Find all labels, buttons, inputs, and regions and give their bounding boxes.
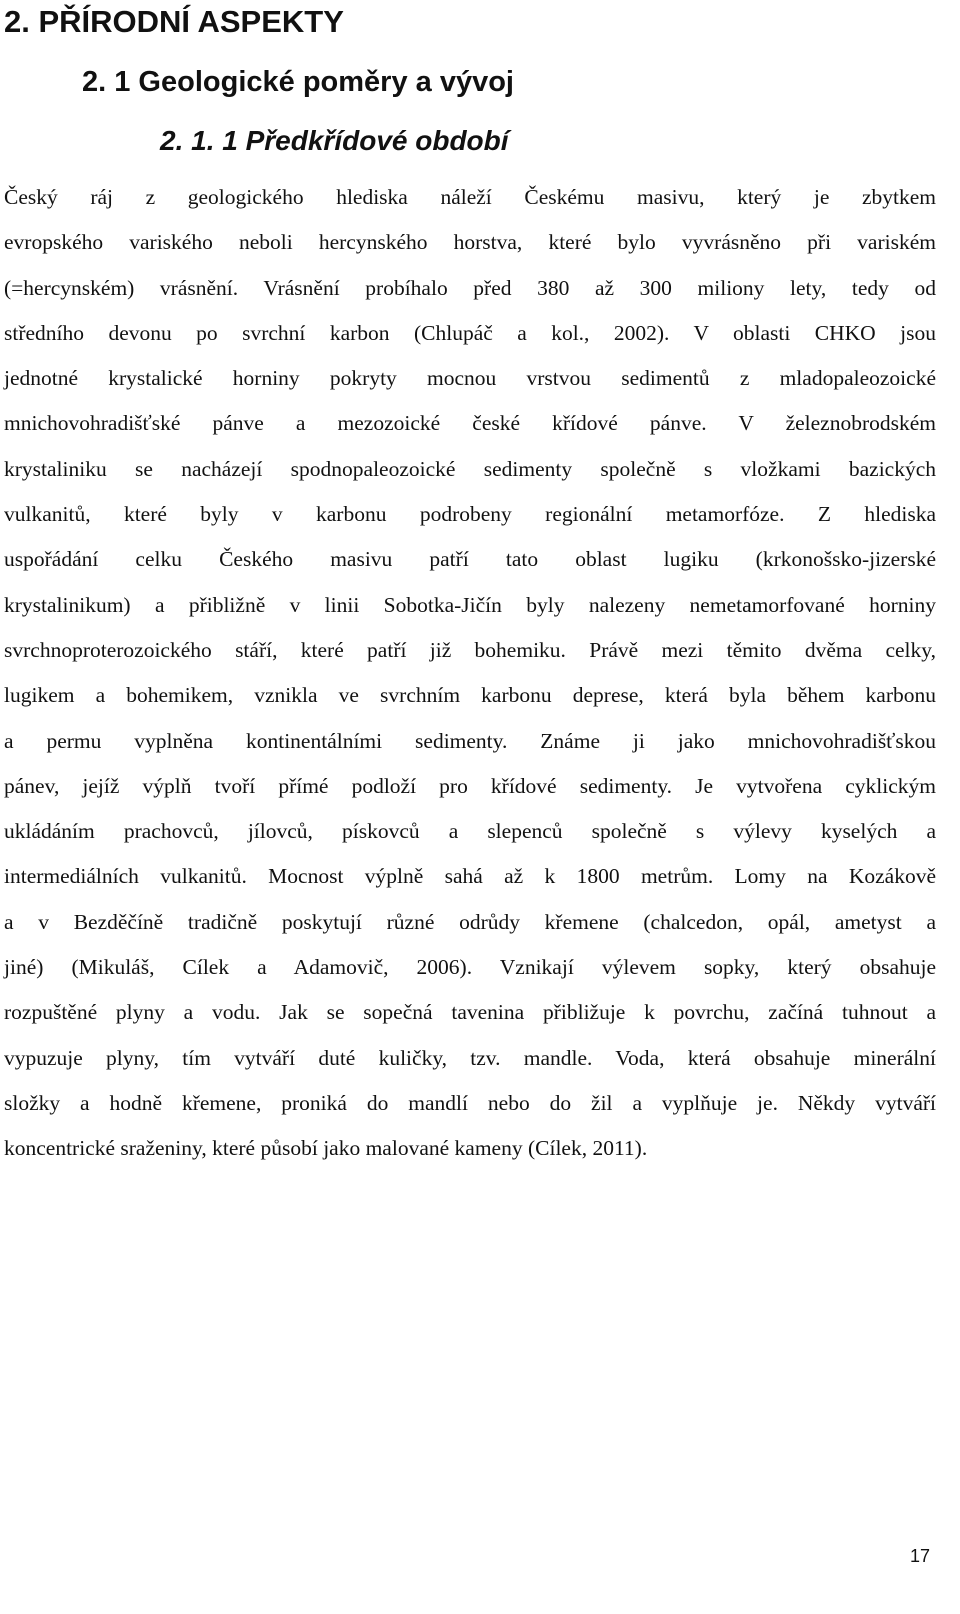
paragraph-line: středního devonu po svrchní karbon (Chlupáč a kol., 2002). V oblasti CHKO jsou: [4, 320, 936, 345]
paragraph-line: uspořádání celku Českého masivu patří tato oblast lugiku (krkonošsko-jizerské: [4, 547, 936, 572]
paragraph-line: rozpuštěné plyny a vodu. Jak se sopečná tavenina přibližuje k povrchu, začíná tuhnout a: [4, 1000, 936, 1025]
paragraph-line: a permu vyplněna kontinentálními sedimenty. Známe ji jako mnichovohradišťskou: [4, 728, 936, 753]
body-paragraph: [4, 175, 936, 1172]
paragraph-line: vulkanitů, které byly v karbonu podrobeny regionální metamorfóze. Z hlediska: [4, 502, 936, 527]
subsection-heading: 2. 1. 1 Předkřídové období: [160, 125, 509, 156]
paragraph-line: (=hercynském) vrásnění. Vrásnění probíhalo před 380 až 300 miliony lety, tedy od: [4, 275, 936, 300]
paragraph-line: složky a hodně křemene, proniká do mandlí nebo do žil a vyplňuje je. Někdy vytváří: [4, 1090, 936, 1115]
paragraph-line: vypuzuje plyny, tím vytváří duté kuličky, tzv. mandle. Voda, která obsahuje minerální: [4, 1045, 936, 1070]
paragraph-line: lugikem a bohemikem, vznikla ve svrchním karbonu deprese, která byla během karbonu: [4, 683, 936, 708]
paragraph-line: intermediálních vulkanitů. Mocnost výplně sahá až k 1800 metrům. Lomy na Kozákově: [4, 864, 936, 889]
chapter-heading: 2. PŘÍRODNÍ ASPEKTY: [4, 4, 344, 39]
paragraph-line: a v Bezděčíně tradičně poskytují různé odrůdy křemene (chalcedon, opál, ametyst a: [4, 909, 936, 934]
paragraph-line: jednotné krystalické horniny pokryty mocnou vrstvou sedimentů z mladopaleozoické: [4, 366, 936, 391]
paragraph-line-last: koncentrické sraženiny, které působí jako malované kameny (Cílek, 2011).: [4, 1136, 648, 1161]
paragraph-line: mnichovohradišťské pánve a mezozoické české křídové pánve. V železnobrodském: [4, 411, 936, 436]
paragraph-line: pánev, jejíž výplň tvoří přímé podloží pro křídové sedimenty. Je vytvořena cyklickým: [4, 773, 936, 798]
paragraph-line: evropského variského neboli hercynského horstva, které bylo vyvrásněno při variském: [4, 230, 936, 255]
page-number: 17: [909, 1546, 930, 1566]
paragraph-line: Český ráj z geologického hlediska náleží Českému masivu, který je zbytkem: [4, 185, 936, 209]
paragraph-line: krystaliniku se nacházejí spodnopaleozoické sedimenty společně s vložkami bazických: [4, 456, 936, 481]
paragraph-line: ukládáním prachovců, jílovců, pískovců a slepenců společně s výlevy kyselých a: [4, 819, 936, 844]
paragraph-line: krystalinikum) a přibližně v linii Sobotka-Jičín byly nalezeny nemetamorfované horniny: [4, 592, 936, 617]
section-heading: 2. 1 Geologické poměry a vývoj: [82, 66, 514, 98]
paragraph-line: jiné) (Mikuláš, Cílek a Adamovič, 2006). Vznikají výlevem sopky, který obsahuje: [4, 955, 936, 980]
paragraph-line: svrchnoproterozoického stáří, které patří již bohemiku. Právě mezi těmito dvěma celky,: [4, 637, 936, 662]
